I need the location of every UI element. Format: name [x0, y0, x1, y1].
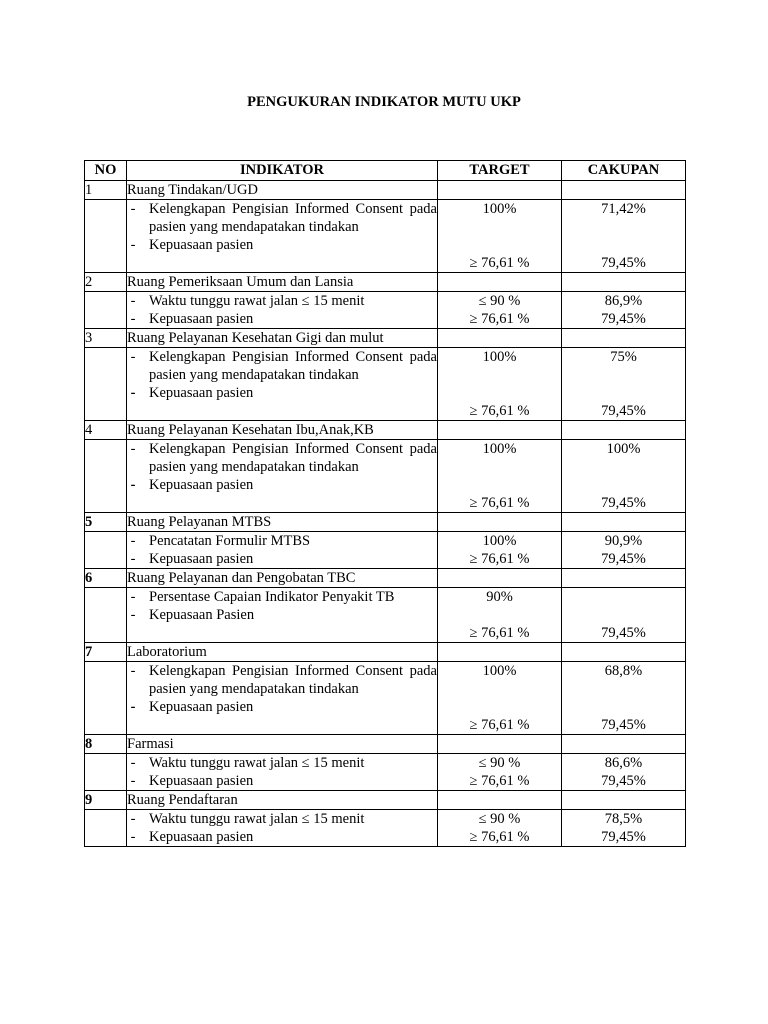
indicator-row [85, 588, 686, 643]
indicator-row [85, 440, 686, 513]
target-value: ≥ 76,61 % [469, 773, 530, 789]
section-row [85, 421, 686, 440]
target-value: 100% [482, 201, 517, 217]
row-number: 2 [85, 273, 127, 292]
section-name: Laboratorium [127, 643, 438, 662]
target-value: ≥ 76,61 % [469, 551, 530, 567]
target-value: 90% [486, 589, 513, 605]
indicator-item: - Waktu tunggu rawat jalan ≤ 15 menit [130, 293, 365, 309]
indicator-item: - Waktu tunggu rawat jalan ≤ 15 menit [130, 755, 365, 771]
row-number: 1 [85, 181, 127, 200]
indicator-item: - Kepuasaan pasien [130, 699, 254, 715]
target-value: ≥ 76,61 % [469, 717, 530, 733]
section-name: Ruang Tindakan/UGD [127, 181, 438, 200]
section-row [85, 643, 686, 662]
cakupan-value [562, 588, 685, 606]
cakupan-value: 79,45% [601, 255, 646, 271]
row-number: 5 [85, 513, 127, 532]
cakupan-value: 79,45% [601, 773, 646, 789]
indicator-item: - Kepuasaan Pasien [130, 607, 255, 623]
cakupan-value: 68,8% [604, 663, 643, 679]
target-value: 100% [482, 533, 517, 549]
indicator-row [85, 292, 686, 329]
cakupan-value: 79,45% [601, 551, 646, 567]
indicator-row [85, 810, 686, 847]
indicator-item: - Kepuasaan pasien [130, 311, 254, 327]
target-value: 100% [482, 441, 517, 457]
indicator-item: - Pencatatan Formulir MTBS [130, 533, 311, 549]
indicator-row [85, 532, 686, 569]
row-number: 6 [85, 569, 127, 588]
indicator-item: - Kepuasaan pasien [130, 237, 254, 253]
section-name: Ruang Pelayanan dan Pengobatan TBC [127, 569, 438, 588]
section-row [85, 735, 686, 754]
section-row [85, 513, 686, 532]
row-number: 7 [85, 643, 127, 662]
cakupan-value: 86,9% [604, 293, 643, 309]
cakupan-value: 71,42% [601, 201, 646, 217]
cakupan-value: 79,45% [601, 311, 646, 327]
target-value: ≥ 76,61 % [469, 625, 530, 641]
cakupan-value: 79,45% [601, 403, 646, 419]
indicator-item: - Waktu tunggu rawat jalan ≤ 15 menit [130, 811, 365, 827]
section-name: Ruang Pelayanan Kesehatan Ibu,Anak,KB [127, 421, 438, 440]
indicator-row [85, 348, 686, 421]
cakupan-value: 79,45% [601, 625, 646, 641]
indicator-item: - Persentase Capaian Indikator Penyakit TB [130, 589, 395, 605]
cakupan-value: 79,45% [601, 495, 646, 511]
section-row [85, 791, 686, 810]
indicator-item: - Kepuasaan pasien [130, 551, 254, 567]
document-title: PENGUKURAN INDIKATOR MUTU UKP [247, 94, 521, 110]
target-value: ≥ 76,61 % [469, 255, 530, 271]
target-value: ≤ 90 % [478, 755, 521, 771]
cakupan-value: 78,5% [604, 811, 643, 827]
indicator-row [85, 200, 686, 273]
indicator-row [85, 754, 686, 791]
section-row [85, 273, 686, 292]
target-value: ≥ 76,61 % [469, 311, 530, 327]
target-value: ≤ 90 % [478, 293, 521, 309]
header-target: TARGET [438, 161, 562, 181]
section-name: Farmasi [127, 735, 438, 754]
cakupan-value: 79,45% [601, 829, 646, 845]
header-cakupan: CAKUPAN [562, 161, 686, 181]
indicator-item: - Kelengkapan Pengisian Informed Consent pada pasien yang mendapatakan tindakan [130, 441, 437, 475]
cakupan-value: 79,45% [601, 717, 646, 733]
cakupan-value: 75% [610, 349, 637, 365]
indicator-table [84, 160, 686, 847]
cakupan-value: 100% [606, 441, 641, 457]
target-value: ≤ 90 % [478, 811, 521, 827]
section-row [85, 569, 686, 588]
target-value: ≥ 76,61 % [469, 403, 530, 419]
section-name: Ruang Pendaftaran [127, 791, 438, 810]
target-value: 100% [482, 663, 517, 679]
header-no: NO [85, 161, 127, 181]
cakupan-value: 90,9% [604, 533, 643, 549]
section-row [85, 181, 686, 200]
indicator-item: - Kepuasaan pasien [130, 477, 254, 493]
section-name: Ruang Pelayanan Kesehatan Gigi dan mulut [127, 329, 438, 348]
section-name: Ruang Pelayanan MTBS [127, 513, 438, 532]
indicator-item: - Kepuasaan pasien [130, 829, 254, 845]
header-indikator: INDIKATOR [127, 161, 438, 181]
cakupan-value: 86,6% [604, 755, 643, 771]
table-header-row [85, 161, 686, 181]
section-row [85, 329, 686, 348]
target-value: ≥ 76,61 % [469, 829, 530, 845]
row-number: 4 [85, 421, 127, 440]
target-value: ≥ 76,61 % [469, 495, 530, 511]
indicator-item: - Kelengkapan Pengisian Informed Consent pada pasien yang mendapatakan tindakan [130, 349, 437, 383]
indicator-item: - Kepuasaan pasien [130, 773, 254, 789]
row-number: 8 [85, 735, 127, 754]
section-name: Ruang Pemeriksaan Umum dan Lansia [127, 273, 438, 292]
row-number: 3 [85, 329, 127, 348]
row-number: 9 [85, 791, 127, 810]
indicator-item: - Kelengkapan Pengisian Informed Consent pada pasien yang mendapatakan tindakan [130, 201, 437, 235]
target-value: 100% [482, 349, 517, 365]
indicator-item: - Kelengkapan Pengisian Informed Consent pada pasien yang mendapatakan tindakan [130, 663, 437, 697]
indicator-item: - Kepuasaan pasien [130, 385, 254, 401]
indicator-row [85, 662, 686, 735]
